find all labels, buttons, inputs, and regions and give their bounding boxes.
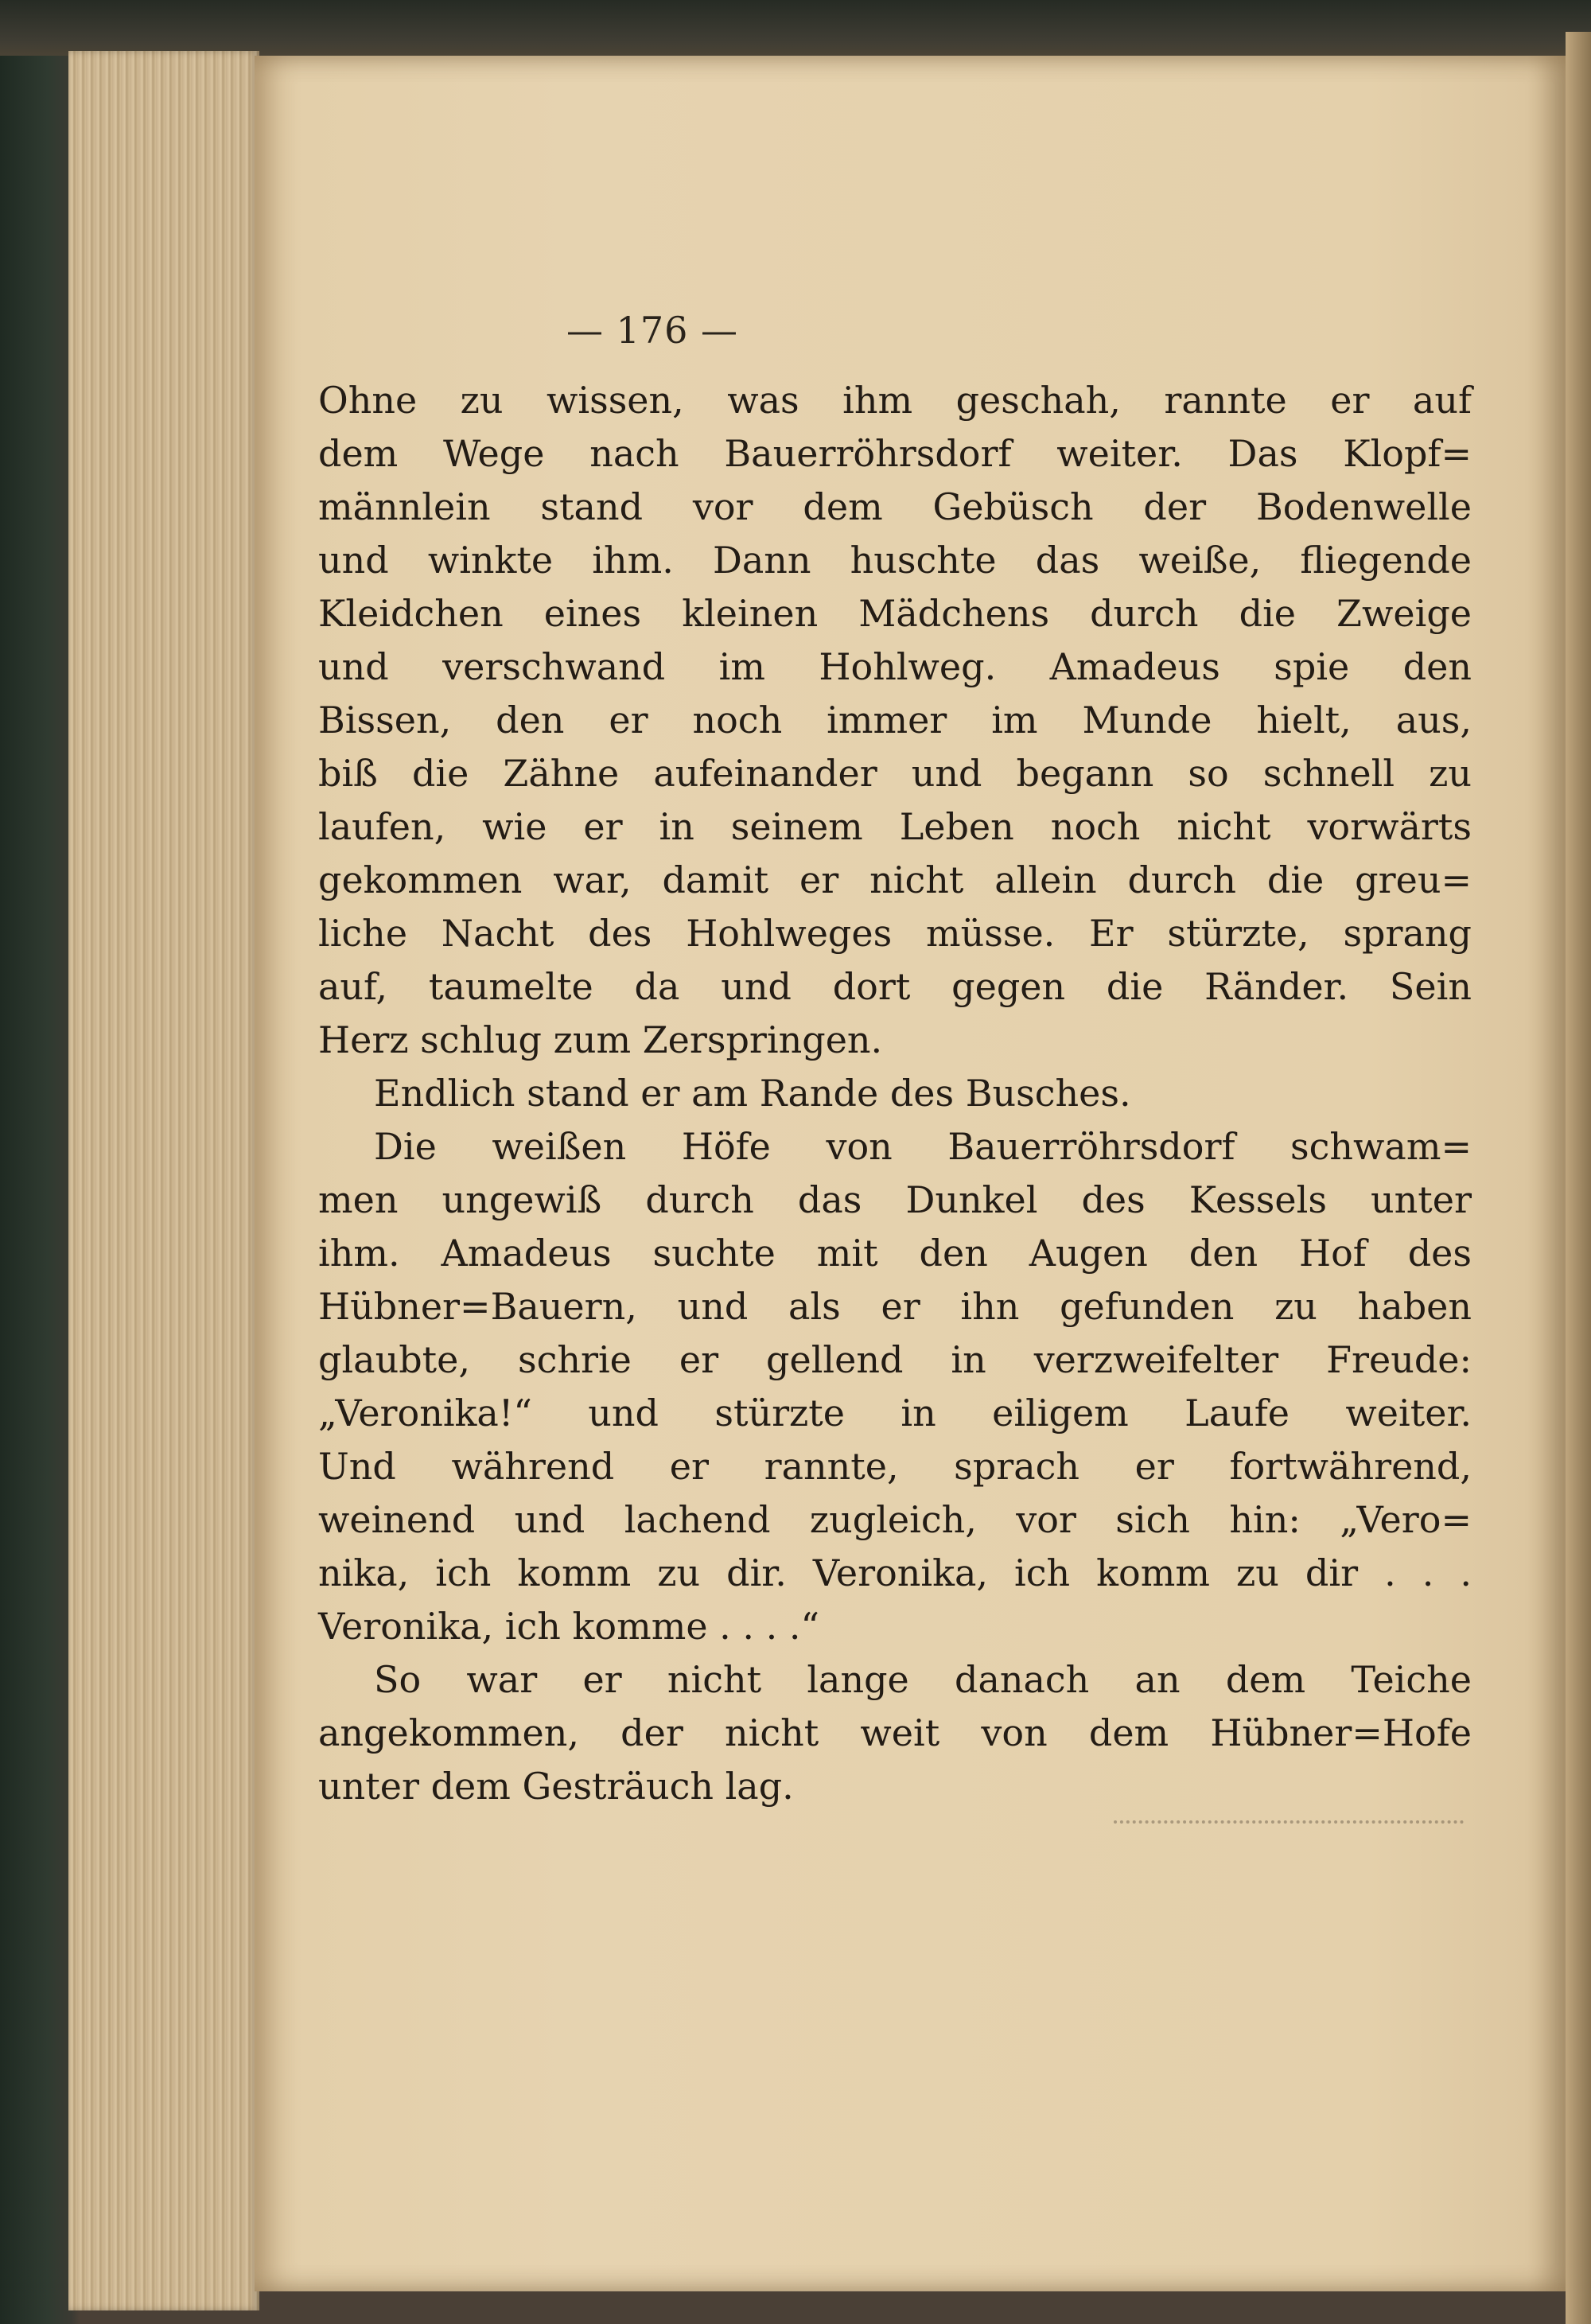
text-line: laufen, wie er in seinem Leben noch nicht vorwärts: [318, 805, 1472, 848]
text-line: Hübner=Bauern, und als er ihn gefunden zu haben: [318, 1285, 1472, 1328]
text-line: gekommen war, damit er nicht allein durch die greu=: [318, 858, 1472, 901]
text-line: „Veronika!“ und stürzte in eiligem Laufe weiter.: [318, 1392, 1472, 1434]
text-line: männlein stand vor dem Gebüsch der Bodenwelle: [318, 485, 1472, 528]
text-line: men ungewiß durch das Dunkel des Kessels unter: [318, 1178, 1472, 1221]
text-line: ihm. Amadeus suchte mit den Augen den Hof des: [318, 1232, 1472, 1275]
text-line: glaubte, schrie er gellend in verzweifelter Freude:: [318, 1338, 1472, 1381]
binding-edge: [1566, 32, 1591, 2324]
text-line: und verschwand im Hohlweg. Amadeus spie den: [318, 645, 1472, 688]
text-line: nika, ich komm zu dir. Veronika, ich komm zu dir . . .: [318, 1551, 1472, 1594]
faint-dotted-mark: [1114, 1814, 1464, 1824]
page-edges: [68, 51, 259, 2310]
body-text: [318, 374, 1472, 1813]
text-line: liche Nacht des Hohlweges müsse. Er stürzte, sprang: [318, 912, 1472, 955]
text-line: und winkte ihm. Dann huschte das weiße, fliegende: [318, 539, 1472, 582]
text-line: Ohne zu wissen, was ihm geschah, rannte er auf: [318, 379, 1472, 422]
text-line: auf, taumelte da und dort gegen die Ränder. Sein: [318, 965, 1472, 1008]
text-line: So war er nicht lange danach an dem Teiche: [374, 1658, 1472, 1701]
page-number: — 176 —: [566, 309, 739, 352]
text-line: angekommen, der nicht weit von dem Hübner=Hofe: [318, 1711, 1472, 1754]
top-edge: [0, 0, 1591, 56]
text-line: Herz schlug zum Zerspringen.: [318, 1018, 883, 1061]
text-line: Bissen, den er noch immer im Munde hielt, aus,: [318, 699, 1472, 742]
text-line: weinend und lachend zugleich, vor sich hin: „Vero=: [318, 1498, 1472, 1541]
text-line: Die weißen Höfe von Bauerröhrsdorf schwam=: [374, 1125, 1472, 1168]
text-line: Endlich stand er am Rande des Busches.: [374, 1072, 1131, 1115]
text-line: Kleidchen eines kleinen Mädchens durch die Zweige: [318, 592, 1472, 635]
text-line: unter dem Gesträuch lag.: [318, 1765, 794, 1808]
text-line: Veronika, ich komme . . . .“: [318, 1605, 820, 1648]
text-line: Und während er rannte, sprach er fortwährend,: [318, 1445, 1472, 1488]
text-line: dem Wege nach Bauerröhrsdorf weiter. Das Klopf=: [318, 432, 1472, 475]
text-line: biß die Zähne aufeinander und begann so schnell zu: [318, 752, 1472, 795]
